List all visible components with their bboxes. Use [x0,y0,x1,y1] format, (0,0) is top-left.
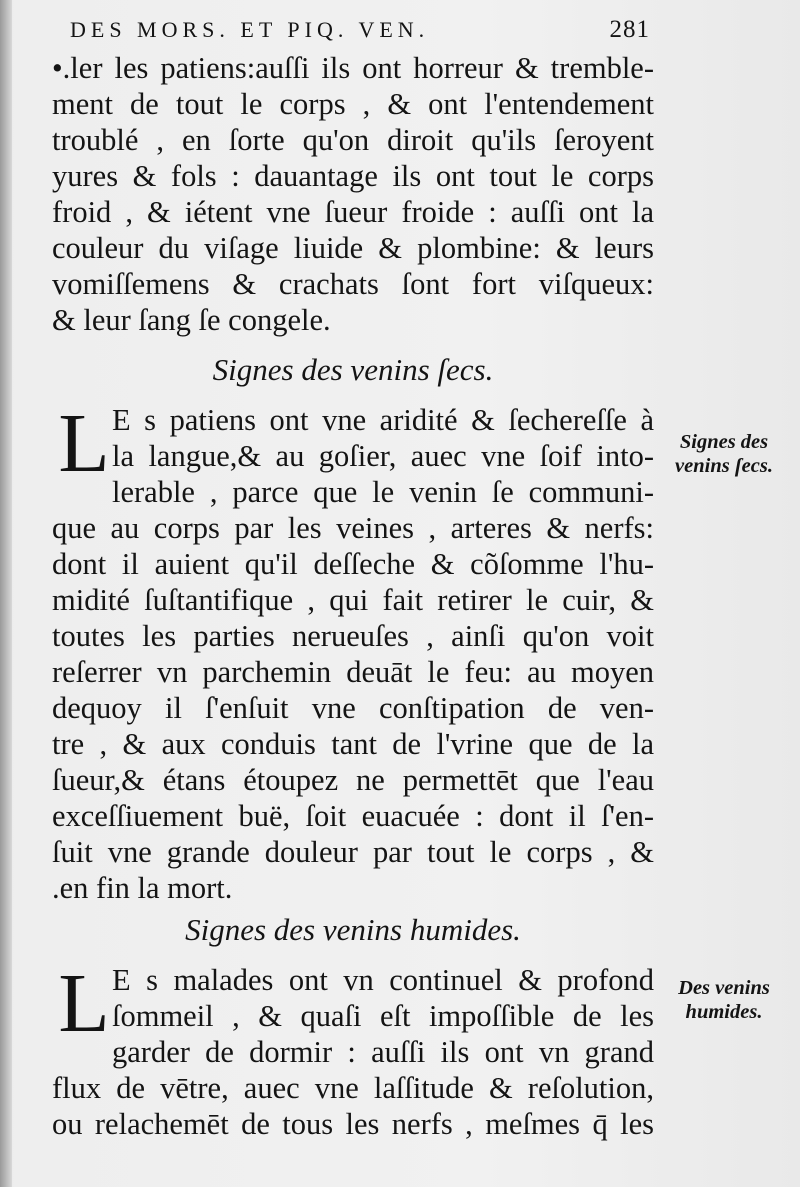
margin-note-line: venins ſecs. [675,455,773,477]
text-line: troublé , en ſorte qu'on diroit qu'ils ſeroyent [52,123,654,157]
running-title: DES MORS. ET PIQ. VEN. [70,17,430,42]
text-line: froid , & iétent vne ſueur froide : auſſi ont la [52,195,654,229]
text-line: la langue,& au goſier, auec vne ſoif into- [112,439,654,473]
text-line: couleur du viſage liuide & plombine: & leurs [52,231,654,265]
binding-gutter [0,0,12,1187]
text-line: vomiſſemens & crachats ſont fort viſqueux: [52,267,654,301]
drop-cap: L [58,397,110,490]
running-head [70,16,650,44]
text-line: reſerrer vn parchemin deuāt le feu: au moyen [52,655,654,689]
text-line: flux de vētre, auec vne laſſitude & reſolution, [52,1071,654,1105]
page-number: 281 [609,16,650,43]
text-line: exceſſiuement buë, ſoit euacuée : dont il ſ'en- [52,799,654,833]
text-line: E s malades ont vn continuel & profond [112,963,654,997]
text-line: garder de dormir : auſſi ils ont vn grand [112,1035,654,1069]
text-line: toutes les parties nerueuſes , ainſi qu'on voit [52,619,654,653]
text-line: ſuit vne grande douleur par tout le corps , & [52,835,654,869]
text-line: dont il auient qu'il deſſeche & cõſomme l'hu- [52,547,654,581]
section-heading: Signes des venins ſecs. [212,352,494,387]
text-line: tre , & aux conduis tant de l'vrine que de la [52,727,654,761]
text-line: ſueur,& étans étoupez ne permettēt que l'eau [52,763,654,797]
text-line: & leur ſang ſe congele. [52,303,331,337]
text-line: •.ler les patiens:auſſi ils ont horreur & tremble- [52,51,654,85]
text-line: midité ſuſtantifique , qui fait retirer le cuir, & [52,583,654,617]
text-line: .en fin la mort. [52,871,233,905]
text-line: dequoy il ſ'enſuit vne conſtipation de ven- [52,691,654,725]
drop-cap: L [58,957,110,1050]
section-heading: Signes des venins humides. [185,912,521,947]
text-line: ſommeil , & quaſi eſt impoſſible de les [112,999,654,1033]
margin-note [654,976,794,1024]
margin-note [654,430,794,478]
margin-note-line: Des venins [678,977,770,999]
text-line: ment de tout le corps , & ont l'entendement [52,87,654,121]
text-line: lerable , parce que le venin ſe communi- [112,475,654,509]
text-line: ou relachemēt de tous les nerfs , meſmes q̄ les [52,1107,654,1141]
text-line: E s patiens ont vne aridité & ſechereſſe à [112,403,654,437]
margin-note-line: humides. [685,1001,763,1023]
text-line: que au corps par les veines , arteres & nerfs: [52,511,654,545]
text-line: yures & fols : dauantage ils ont tout le corps [52,159,654,193]
margin-note-line: Signes des [679,431,769,453]
